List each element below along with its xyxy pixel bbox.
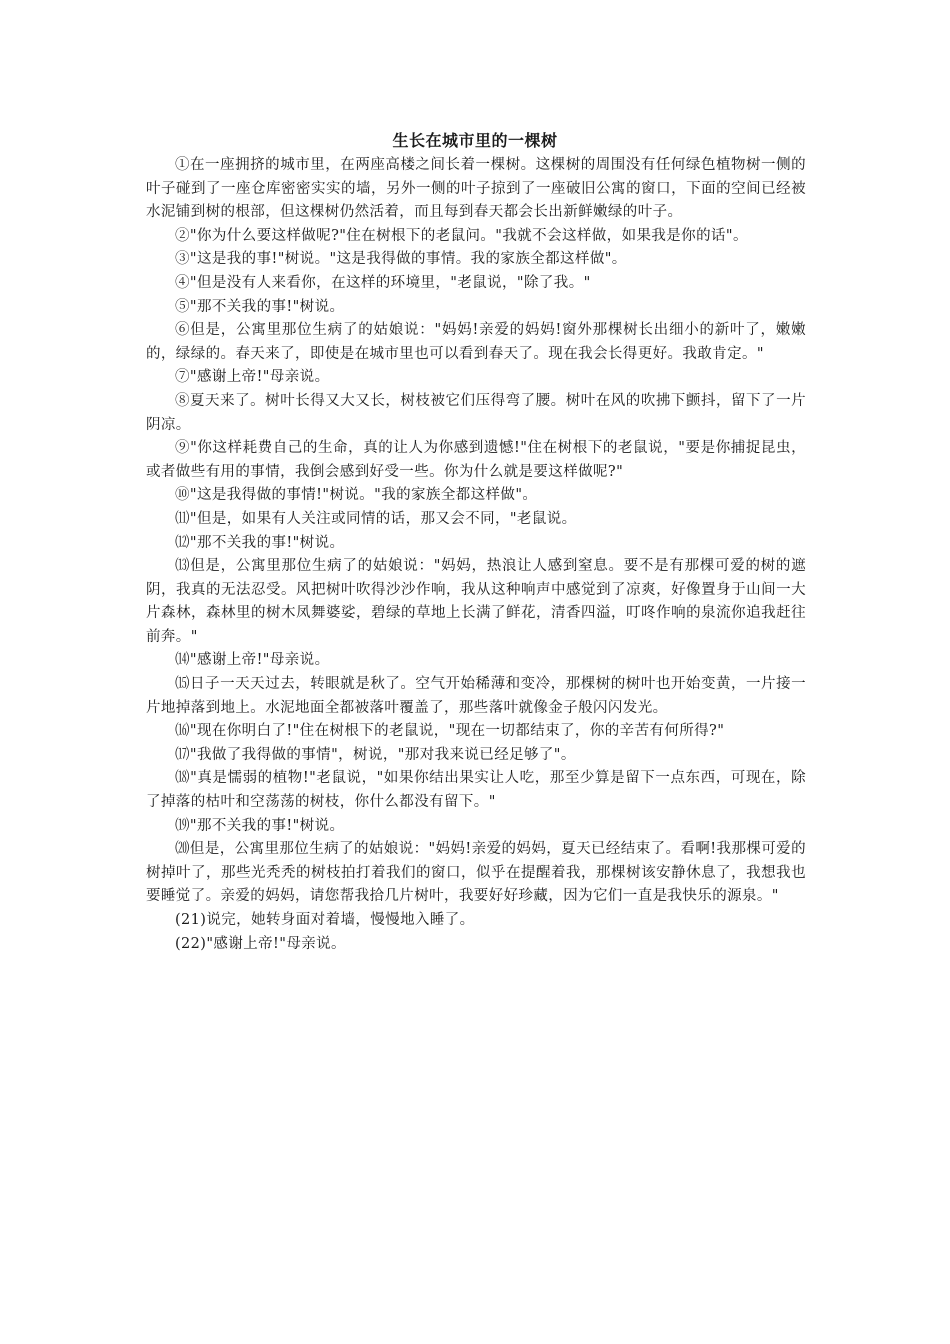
- paragraph-14: ⒁"感谢上帝!"母亲说。: [175, 652, 330, 669]
- paragraph-16: ⒃"现在你明白了!"住在树根下的老鼠说，"现在一切都结束了，你的辛苦有何所得?": [175, 723, 725, 740]
- paragraph-11: ⑾"但是，如果有人关注或同情的话，那又会不同，"老鼠说。: [175, 510, 577, 527]
- document-body: [146, 154, 806, 956]
- document-title: 生长在城市里的一棵树: [392, 131, 558, 150]
- paragraph-9: ⑨"你这样耗费自己的生命，真的让人为你感到遗憾!"住在树根下的老鼠说，"要是你捕捉昆虫，或者做些有用的事情，我倒会感到好受一些。你为什么就是要这样做呢?": [146, 440, 806, 480]
- paragraph-13: ⒀但是，公寓里那位生病了的姑娘说："妈妈，热浪让人感到窒息。要不是有那棵可爱的树的遮阴，我真的无法忍受。风把树叶吹得沙沙作响，我从这种响声中感觉到了凉爽，好像置身于山间一大片森林，森林里的树木凤舞婆娑，碧绿的草地上长满了鲜花，清香四溢，叮咚作响的泉流你追我赶往前奔。": [146, 558, 806, 645]
- paragraph-8: ⑧夏天来了。树叶长得又大又长，树枝被它们压得弯了腰。树叶在风的吹拂下颤抖，留下了一片阴凉。: [146, 392, 806, 433]
- paragraph-1: ①在一座拥挤的城市里，在两座高楼之间长着一棵树。这棵树的周围没有任何绿色植物树一侧的叶子碰到了一座仓库密密实实的墙，另外一侧的叶子掠到了一座破旧公寓的窗口，下面的空间已经被水泥铺到树的根部，但这棵树仍然活着，而且每到春天都会长出新鲜嫩绿的叶子。: [146, 157, 806, 221]
- paragraph-3: ③"这是我的事!"树说。"这是我得做的事情。我的家族全都这样做"。: [175, 251, 627, 268]
- paragraph-4: ④"但是没有人来看你，在这样的环境里，"老鼠说，"除了我。": [175, 274, 591, 291]
- paragraph-5: ⑤"那不关我的事!"树说。: [175, 298, 345, 315]
- paragraph-20: ⒇但是，公寓里那位生病了的姑娘说："妈妈!亲爱的妈妈，夏天已经结束了。看啊!我那棵可爱的树掉叶了，那些光秃秃的树枝拍打着我们的窗口，似乎在提醒着我，那棵树该安静休息了，我想我也要睡觉了。亲爱的妈妈，请您帮我拾几片树叶，我要好好珍藏，因为它们一直是我快乐的源泉。": [146, 841, 806, 905]
- paragraph-6: ⑥但是，公寓里那位生病了的姑娘说："妈妈!亲爱的妈妈!窗外那棵树长出细小的新叶了，嫩嫩的，绿绿的。春天来了，即使是在城市里也可以看到春天了。现在我会长得更好。我敢肯定。": [146, 322, 806, 362]
- paragraph-7: ⑦"感谢上帝!"母亲说。: [175, 369, 330, 386]
- paragraph-10: ⑩"这是我得做的事情!"树说。"我的家族全都这样做"。: [175, 487, 538, 504]
- paragraph-15: ⒂日子一天天过去，转眼就是秋了。空气开始稀薄和变冷，那棵树的树叶也开始变黄，一片接一片地掉落到地上。水泥地面全都被落叶覆盖了，那些落叶就像金子般闪闪发光。: [146, 676, 806, 716]
- paragraph-21: (21)说完，她转身面对着墙，慢慢地入睡了。: [175, 912, 475, 928]
- paragraph-2: ②"你为什么要这样做呢?"住在树根下的老鼠问。"我就不会这样做，如果我是你的话"。: [175, 227, 748, 244]
- paragraph-12: ⑿"那不关我的事!"树说。: [175, 534, 345, 551]
- paragraph-22: (22)"感谢上帝!"母亲说。: [175, 935, 346, 952]
- paragraph-18: ⒅"真是懦弱的植物!"老鼠说，"如果你结出果实让人吃，那至少算是留下一点东西，可现在，除了掉落的枯叶和空荡荡的树枝，你什么都没有留下。": [146, 770, 806, 811]
- paragraph-19: ⒆"那不关我的事!"树说。: [175, 817, 345, 834]
- paragraph-17: ⒄"我做了我得做的事情"，树说，"那对我来说已经足够了"。: [175, 746, 576, 763]
